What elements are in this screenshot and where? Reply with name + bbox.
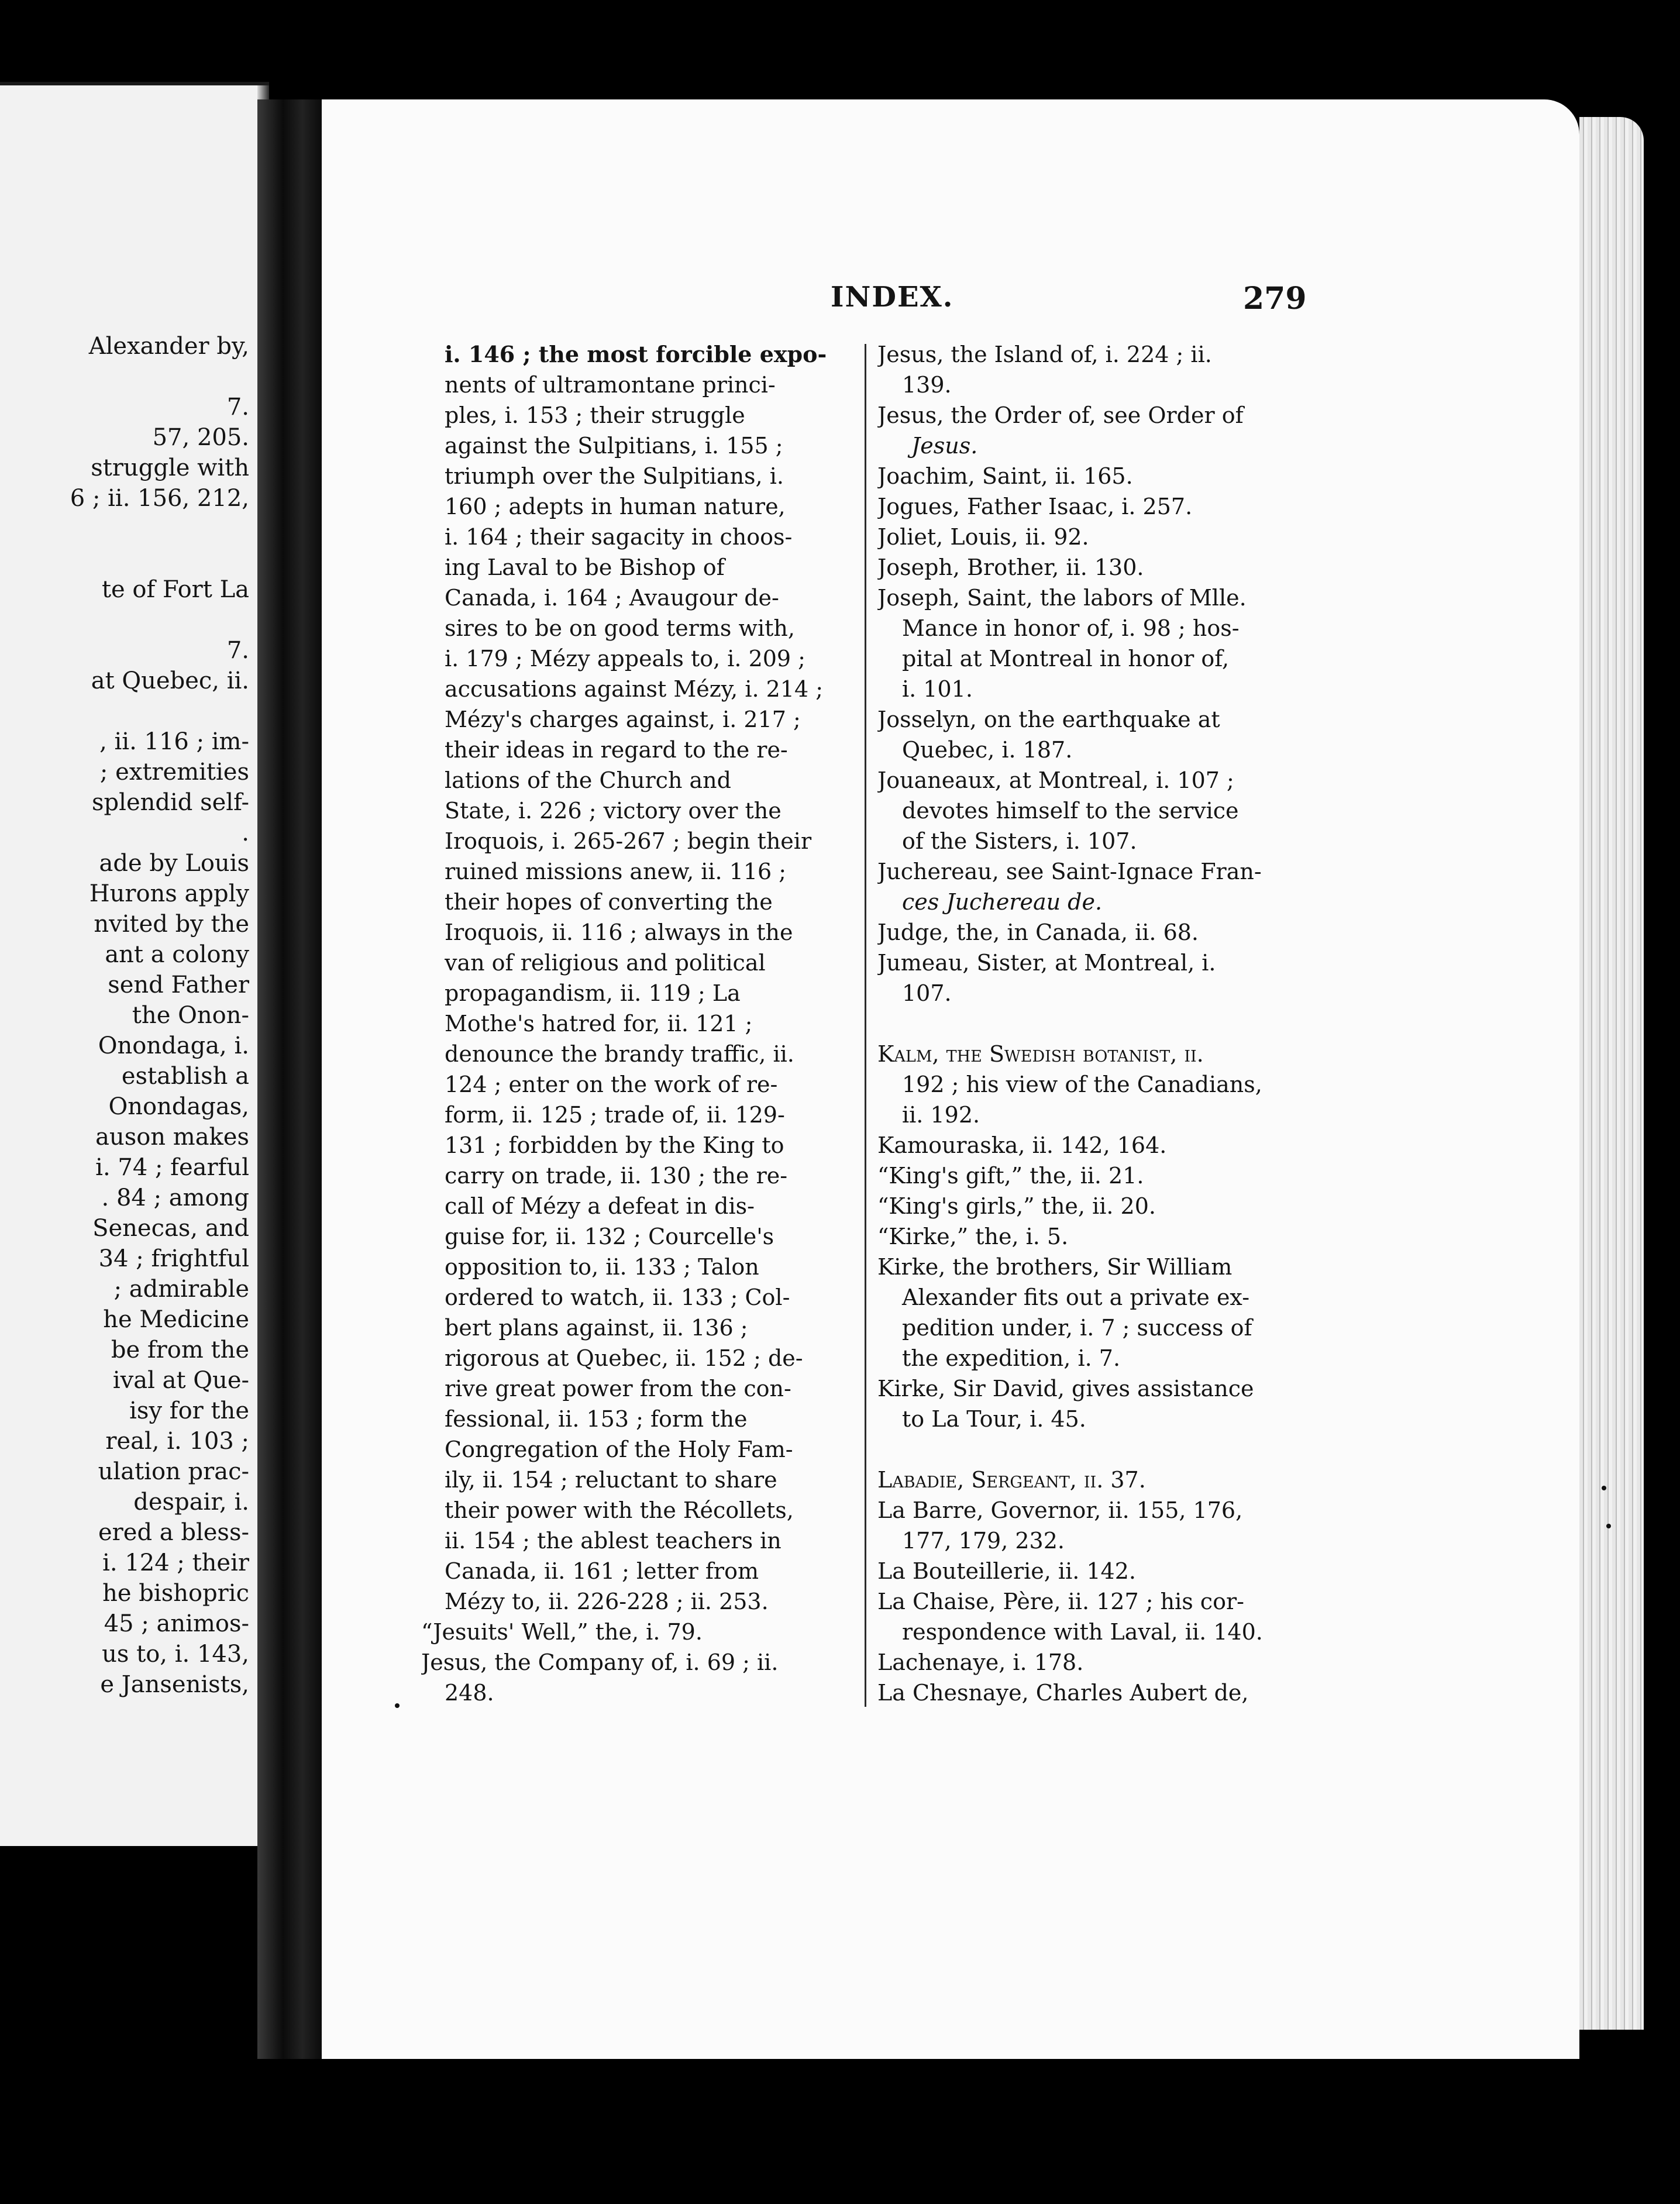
left-line: ulation prac- — [98, 1458, 249, 1485]
index-line: carry on trade, ii. 130 ; the re- — [445, 1163, 788, 1189]
left-line: Alexander by, — [88, 333, 249, 360]
index-line: Joseph, Saint, the labors of Mlle. — [877, 585, 1247, 611]
index-line: bert plans against, ii. 136 ; — [445, 1315, 748, 1341]
index-line: ces Juchereau de. — [902, 889, 1103, 915]
index-line: Canada, ii. 161 ; letter from — [445, 1558, 759, 1584]
index-line: the expedition, i. 7. — [902, 1345, 1121, 1371]
index-line: Kirke, the brothers, Sir William — [877, 1254, 1233, 1280]
index-line: rive great power from the con- — [445, 1376, 791, 1401]
index-line: i. 146 ; the most forcible expo- — [445, 341, 827, 367]
index-line: sires to be on good terms with, — [445, 615, 795, 641]
left-line: at Quebec, ii. — [91, 667, 249, 694]
index-line: La Barre, Governor, ii. 155, 176, — [877, 1497, 1243, 1523]
index-column-right — [877, 339, 1310, 1708]
index-line: accusations against Mézy, i. 214 ; — [445, 676, 824, 702]
index-line: Kalm, the Swedish botanist, ii. — [877, 1041, 1204, 1067]
index-line: ordered to watch, ii. 133 ; Col- — [445, 1284, 790, 1310]
left-line: establish a — [121, 1063, 249, 1090]
left-line: Senecas, and — [92, 1215, 249, 1242]
page-title: INDEX. — [831, 281, 954, 314]
index-gap — [877, 1008, 1310, 1039]
left-line: he Medicine — [103, 1306, 249, 1333]
book-spine-gutter — [257, 99, 322, 2059]
dust-speck — [395, 1703, 400, 1708]
index-line: Kirke, Sir David, gives assistance — [877, 1376, 1254, 1401]
index-line: 107. — [902, 980, 952, 1006]
left-line: . 84 ; among — [101, 1184, 249, 1211]
index-line: i. 164 ; their sagacity in choos- — [445, 524, 793, 550]
index-line: respondence with Laval, ii. 140. — [902, 1619, 1263, 1645]
index-line: Judge, the, in Canada, ii. 68. — [877, 920, 1199, 945]
left-line: ival at Que- — [112, 1367, 249, 1394]
index-line: devotes himself to the service — [902, 798, 1239, 824]
index-line: pital at Montreal in honor of, — [902, 646, 1230, 671]
left-line: ant a colony — [105, 941, 249, 968]
index-line: Iroquois, ii. 116 ; always in the — [445, 920, 793, 945]
index-line: 124 ; enter on the work of re- — [445, 1072, 778, 1097]
index-line: their power with the Récollets, — [445, 1497, 794, 1523]
index-line: Jumeau, Sister, at Montreal, i. — [877, 950, 1216, 976]
index-line: rigorous at Quebec, ii. 152 ; de- — [445, 1345, 803, 1371]
index-line: “King's girls,” the, ii. 20. — [877, 1193, 1156, 1219]
index-line: i. 179 ; Mézy appeals to, i. 209 ; — [445, 646, 805, 671]
index-line: ruined missions anew, ii. 116 ; — [445, 859, 787, 884]
index-line: Jesus, the Island of, i. 224 ; ii. — [877, 342, 1212, 367]
index-line: Alexander fits out a private ex- — [902, 1284, 1250, 1310]
index-line: Jesus. — [911, 433, 978, 459]
index-line: nents of ultramontane princi- — [445, 372, 776, 398]
dust-speck — [1606, 1524, 1611, 1528]
index-line: fessional, ii. 153 ; form the — [445, 1406, 748, 1432]
left-line: . — [242, 819, 249, 846]
index-line: propagandism, ii. 119 ; La — [445, 980, 741, 1006]
left-line: Onondaga, i. — [98, 1032, 249, 1059]
left-line: struggle with — [91, 454, 249, 481]
left-line: us to, i. 143, — [102, 1641, 249, 1668]
left-line: nvited by the — [94, 911, 249, 938]
left-line: ade by Louis — [99, 850, 249, 877]
index-line: ples, i. 153 ; their struggle — [445, 402, 745, 428]
left-line: isy for the — [129, 1397, 249, 1424]
index-line: of the Sisters, i. 107. — [902, 828, 1137, 854]
left-line: be from the — [111, 1337, 249, 1363]
index-line: Mance in honor of, i. 98 ; hos- — [902, 615, 1240, 641]
left-line: Onondagas, — [108, 1093, 249, 1120]
left-line — [0, 361, 257, 392]
index-line: Labadie, Sergeant, ii. 37. — [877, 1467, 1146, 1493]
index-line: “King's gift,” the, ii. 21. — [877, 1163, 1144, 1189]
index-line: their ideas in regard to the re- — [445, 737, 788, 763]
left-line — [0, 514, 257, 544]
index-line: 177, 179, 232. — [902, 1528, 1065, 1554]
left-line: 45 ; animos- — [104, 1610, 249, 1637]
index-line: Mothe's hatred for, ii. 121 ; — [445, 1011, 753, 1036]
left-line: ered a bless- — [98, 1519, 249, 1546]
index-line: State, i. 226 ; victory over the — [445, 798, 782, 824]
index-line: Canada, i. 164 ; Avaugour de- — [445, 585, 779, 611]
dust-speck — [477, 36, 485, 44]
index-line: against the Sulpitians, i. 155 ; — [445, 433, 783, 459]
left-line: 7. — [226, 637, 249, 664]
index-line: Joseph, Brother, ii. 130. — [877, 555, 1144, 580]
index-line: Mézy to, ii. 226-228 ; ii. 253. — [445, 1589, 769, 1614]
left-line: auson makes — [95, 1124, 249, 1151]
left-line: Hurons apply — [89, 880, 249, 907]
index-line: their hopes of converting the — [445, 889, 773, 915]
index-line: triumph over the Sulpitians, i. — [445, 463, 784, 489]
left-line: e Jansenists, — [100, 1671, 249, 1698]
left-line: he bishopric — [102, 1580, 249, 1607]
index-line: Joachim, Saint, ii. 165. — [877, 463, 1133, 489]
left-line: real, i. 103 ; — [105, 1428, 249, 1455]
index-line: Jesus, the Order of, see Order of — [877, 402, 1244, 428]
left-line: 6 ; ii. 156, 212, — [70, 485, 249, 512]
index-line: ily, ii. 154 ; reluctant to share — [445, 1467, 777, 1493]
index-line: form, ii. 125 ; trade of, ii. 129- — [445, 1102, 785, 1128]
index-line: Quebec, i. 187. — [902, 737, 1073, 763]
left-line — [0, 696, 257, 726]
index-line: 131 ; forbidden by the King to — [445, 1132, 784, 1158]
left-line — [0, 605, 257, 635]
left-line: ; admirable — [113, 1276, 249, 1303]
index-line: Juchereau, see Saint-Ignace Fran- — [877, 859, 1262, 884]
index-line: 248. — [445, 1680, 494, 1706]
left-line: ; extremities — [99, 759, 249, 786]
index-line: 139. — [902, 372, 952, 398]
index-line: Mézy's charges against, i. 217 ; — [445, 707, 801, 732]
left-line: 34 ; frightful — [98, 1245, 249, 1272]
page-number: 279 — [1243, 281, 1307, 316]
index-line: La Chaise, Père, ii. 127 ; his cor- — [877, 1589, 1244, 1614]
index-line: van of religious and political — [445, 950, 766, 976]
index-column-left — [421, 339, 889, 1708]
index-line: “Kirke,” the, i. 5. — [877, 1224, 1069, 1249]
left-line: 7. — [226, 394, 249, 421]
index-line: La Chesnaye, Charles Aubert de, — [877, 1680, 1249, 1706]
index-line: to La Tour, i. 45. — [902, 1406, 1086, 1432]
left-line: send Father — [108, 972, 249, 998]
left-line: despair, i. — [133, 1489, 249, 1516]
index-line: Joliet, Louis, ii. 92. — [877, 524, 1089, 550]
left-page-column — [0, 331, 257, 1700]
index-line: call of Mézy a defeat in dis- — [445, 1193, 755, 1219]
left-line: the Onon- — [132, 1002, 249, 1029]
index-line: 192 ; his view of the Canadians, — [902, 1072, 1262, 1097]
left-line: 57, 205. — [152, 424, 249, 451]
index-line: Iroquois, i. 265-267 ; begin their — [445, 828, 812, 854]
index-line: i. 101. — [902, 676, 973, 702]
index-line: Lachenaye, i. 178. — [877, 1649, 1084, 1675]
index-line: pedition under, i. 7 ; success of — [902, 1315, 1252, 1341]
index-line: ing Laval to be Bishop of — [445, 555, 725, 580]
dust-speck — [1602, 1486, 1606, 1490]
index-line: Jouaneaux, at Montreal, i. 107 ; — [877, 767, 1234, 793]
index-line: guise for, ii. 132 ; Courcelle's — [445, 1224, 774, 1249]
index-line: Kamouraska, ii. 142, 164. — [877, 1132, 1167, 1158]
left-page — [0, 82, 269, 1846]
left-line: i. 74 ; fearful — [95, 1154, 249, 1181]
index-gap — [877, 1434, 1310, 1465]
index-line: 160 ; adepts in human nature, — [445, 494, 786, 519]
index-line: Josselyn, on the earthquake at — [877, 707, 1220, 732]
index-line: ii. 154 ; the ablest teachers in — [445, 1528, 782, 1554]
index-line: Jogues, Father Isaac, i. 257. — [877, 494, 1193, 519]
index-line: ii. 192. — [902, 1102, 980, 1128]
left-line: i. 124 ; their — [102, 1549, 249, 1576]
page-edges — [1579, 117, 1644, 2030]
left-line: te of Fort La — [101, 576, 249, 603]
index-line: Congregation of the Holy Fam- — [445, 1437, 793, 1462]
index-line: “Jesuits' Well,” the, i. 79. — [421, 1619, 703, 1645]
left-line: , ii. 116 ; im- — [99, 728, 249, 755]
left-line — [0, 544, 257, 574]
index-line: La Bouteillerie, ii. 142. — [877, 1558, 1136, 1584]
index-line: opposition to, ii. 133 ; Talon — [445, 1254, 759, 1280]
index-line: lations of the Church and — [445, 767, 731, 793]
index-line: Jesus, the Company of, i. 69 ; ii. — [421, 1649, 779, 1675]
index-line: denounce the brandy traffic, ii. — [445, 1041, 794, 1067]
left-line: splendid self- — [92, 789, 249, 816]
